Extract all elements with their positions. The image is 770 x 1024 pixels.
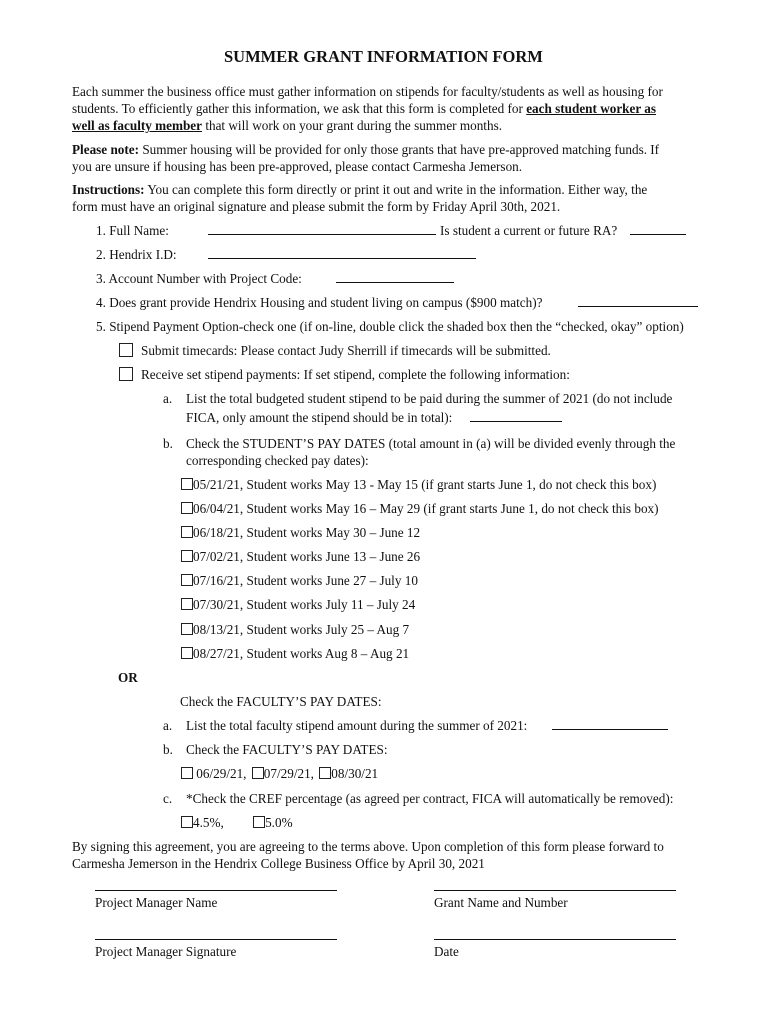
housing-field[interactable]: [578, 294, 698, 307]
instructions-line-2: form must have an original signature and please submit the form by Friday April 30th, 2021.: [72, 199, 561, 214]
faculty-stipend-field[interactable]: [552, 717, 668, 730]
page-title: SUMMER GRANT INFORMATION FORM: [224, 47, 543, 66]
pay-date-row: [181, 621, 409, 638]
pay-date-label: 06/04/21, Student works May 16 – May 29 (if grant starts June 1, do not check this box): [193, 501, 659, 516]
faculty-date-checkbox[interactable]: [319, 767, 331, 779]
ra-question-label: Is student a current or future RA?: [440, 223, 618, 238]
stipend-option-label: 5. Stipend Payment Option-check one (if on-line, double click the shaded box then the “checked, okay” option): [96, 319, 684, 334]
cref-checkbox[interactable]: [253, 816, 265, 828]
full-name-field[interactable]: [208, 222, 436, 235]
faculty-date-row: [181, 765, 378, 782]
pay-date-label: 07/02/21, Student works June 13 – June 26: [193, 549, 421, 564]
grant-name-line[interactable]: [434, 890, 676, 891]
pay-date-checkbox[interactable]: [181, 598, 193, 610]
pay-date-row: [181, 596, 415, 613]
pay-date-row: [181, 645, 409, 662]
pay-date-checkbox[interactable]: [181, 526, 193, 538]
set-stipend-checkbox[interactable]: [119, 367, 133, 381]
instructions-text: You can complete this form directly or print it out and write in the information. Either way, the: [144, 182, 648, 197]
intro-line-3: [72, 117, 502, 134]
timecards-label: Submit timecards: Please contact Judy Sherrill if timecards will be submitted.: [141, 343, 551, 358]
project-manager-signature-line[interactable]: [95, 939, 337, 940]
intro-emphasis: each student worker as: [526, 101, 656, 116]
faculty-c-text: *Check the CREF percentage (as agreed per contract, FICA will automatically be removed):: [186, 791, 674, 806]
faculty-b-text: Check the FACULTY’S PAY DATES:: [186, 742, 388, 757]
pay-date-label: 07/16/21, Student works June 27 – July 10: [193, 573, 418, 588]
note-label: Please note:: [72, 142, 140, 157]
hendrix-id-field[interactable]: [208, 246, 476, 259]
pay-date-row: [181, 476, 656, 493]
pay-date-checkbox[interactable]: [181, 502, 193, 514]
faculty-a-marker: a.: [163, 718, 173, 733]
intro-emphasis-2: well as faculty member: [72, 118, 203, 133]
instructions-line-1: [72, 181, 647, 198]
cref-label: 4.5%,: [193, 815, 224, 830]
instructions-label: Instructions:: [72, 182, 145, 197]
intro-text: students. To efficiently gather this information, we ask that this form is completed for: [72, 101, 527, 116]
or-label: OR: [118, 670, 138, 685]
note-text: Summer housing will be provided for only those grants that have pre-approved matching funds. If: [139, 142, 660, 157]
timecards-checkbox[interactable]: [119, 343, 133, 357]
pay-date-row: [181, 500, 659, 517]
faculty-b-marker: b.: [163, 742, 173, 757]
student-a-line-2: FICA, only amount the stipend should be in total):: [186, 410, 453, 425]
faculty-date-checkbox[interactable]: [181, 767, 193, 779]
pay-date-label: 08/13/21, Student works July 25 – Aug 7: [193, 622, 410, 637]
date-label: Date: [434, 944, 459, 959]
pay-date-label: 06/18/21, Student works May 30 – June 12: [193, 525, 421, 540]
student-b-line-1: Check the STUDENT’S PAY DATES (total amount in (a) will be divided evenly through the: [186, 436, 676, 451]
intro-line-2: [72, 100, 656, 117]
faculty-c-marker: c.: [163, 791, 173, 806]
project-manager-name-line[interactable]: [95, 890, 337, 891]
student-a-marker: a.: [163, 391, 173, 406]
pay-date-row: [181, 524, 420, 541]
pay-date-label: 07/30/21, Student works July 11 – July 24: [193, 597, 416, 612]
project-manager-name-label: Project Manager Name: [95, 895, 218, 910]
faculty-heading: Check the FACULTY’S PAY DATES:: [180, 694, 382, 709]
note-line-1: [72, 141, 659, 158]
pay-date-checkbox[interactable]: [181, 478, 193, 490]
pay-date-checkbox[interactable]: [181, 647, 193, 659]
date-line[interactable]: [434, 939, 676, 940]
account-label: 3. Account Number with Project Code:: [96, 271, 302, 286]
ra-answer-field[interactable]: [630, 222, 686, 235]
pay-date-checkbox[interactable]: [181, 623, 193, 635]
project-manager-signature-label: Project Manager Signature: [95, 944, 237, 959]
faculty-a-text: List the total faculty stipend amount during the summer of 2021:: [186, 718, 528, 733]
set-stipend-label: Receive set stipend payments: If set stipend, complete the following information:: [141, 367, 570, 382]
pay-date-row: [181, 548, 420, 565]
pay-date-row: [181, 572, 418, 589]
housing-label: 4. Does grant provide Hendrix Housing and student living on campus ($900 match)?: [96, 295, 543, 310]
pay-date-label: 05/21/21, Student works May 13 - May 15 (if grant starts June 1, do not check this box): [193, 477, 657, 492]
hendrix-id-label: 2. Hendrix I.D:: [96, 247, 177, 262]
note-line-2: you are unsure if housing has been pre-approved, please contact Carmesha Jemerson.: [72, 159, 523, 174]
faculty-date-label: 08/30/21: [331, 766, 379, 781]
intro-text-2: that will work on your grant during the summer months.: [202, 118, 502, 133]
student-b-marker: b.: [163, 436, 173, 451]
student-b-line-2: corresponding checked pay dates):: [186, 453, 369, 468]
student-a-line-1: List the total budgeted student stipend to be paid during the summer of 2021 (do not include: [186, 391, 673, 406]
cref-checkbox[interactable]: [181, 816, 193, 828]
faculty-date-label: 06/29/21,: [196, 766, 247, 781]
grant-name-label: Grant Name and Number: [434, 895, 568, 910]
pay-date-checkbox[interactable]: [181, 574, 193, 586]
agreement-line-1: By signing this agreement, you are agreeing to the terms above. Upon completion of this form please forward to: [72, 839, 664, 854]
faculty-date-checkbox[interactable]: [252, 767, 264, 779]
account-field[interactable]: [336, 270, 454, 283]
agreement-line-2: Carmesha Jemerson in the Hendrix College Business Office by April 30, 2021: [72, 856, 485, 871]
pay-date-checkbox[interactable]: [181, 550, 193, 562]
cref-label: 5.0%: [265, 815, 293, 830]
cref-row: [181, 814, 293, 831]
faculty-date-label: 07/29/21,: [263, 766, 314, 781]
intro-line-1: Each summer the business office must gather information on stipends for faculty/students as well as housing for: [72, 84, 663, 99]
pay-date-label: 08/27/21, Student works Aug 8 – Aug 21: [193, 646, 410, 661]
student-stipend-field[interactable]: [470, 409, 562, 422]
full-name-label: 1. Full Name:: [96, 223, 169, 238]
